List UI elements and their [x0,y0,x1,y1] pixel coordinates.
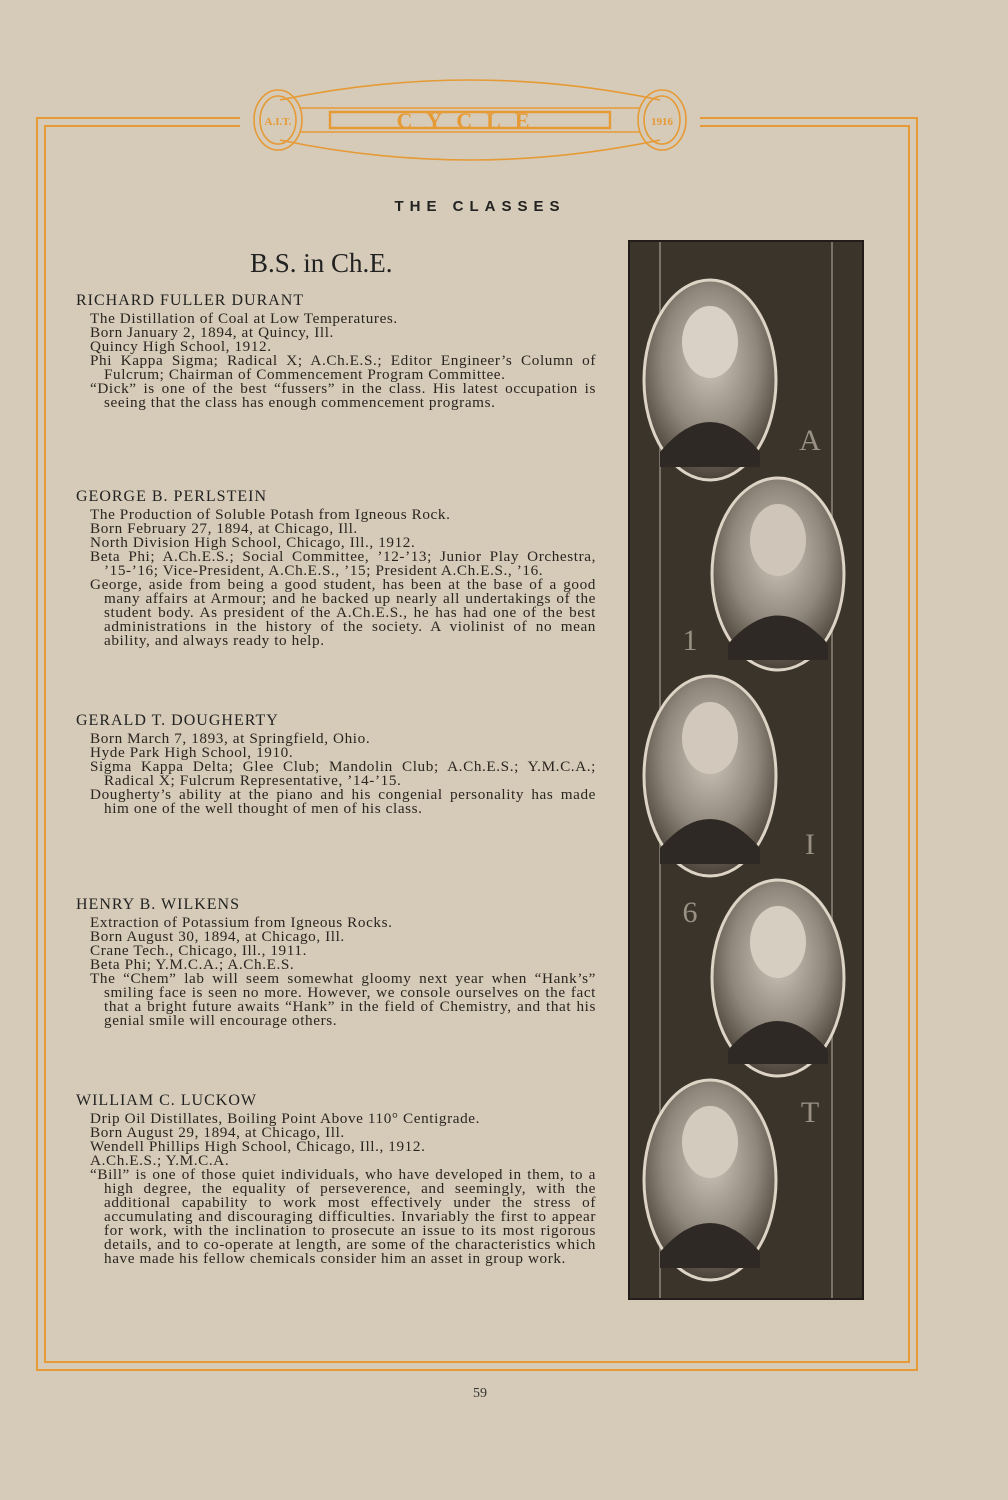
entry-name: HENRY B. WILKENS [76,896,240,913]
entry-wilkens [76,896,596,1028]
entry-birth: Born February 27, 1894, at Chicago, Ill. [90,520,358,537]
entry-durant [76,292,596,410]
entry-thesis: Extraction of Potassium from Igneous Rocks. [90,914,393,931]
entry-activities: Sigma Kappa Delta; Glee Club; Mandolin Club; A.Ch.E.S.; Y.M.C.A.; Radical X; Fulcrum Representative, ’14-’15. [90,758,596,789]
banner-left-mark: A.I.T. [264,116,292,128]
entry-school: Crane Tech., Chicago, Ill., 1911. [90,942,307,959]
portrait-durant-face [682,306,738,378]
entry-name: RICHARD FULLER DURANT [76,292,305,309]
entry-name: GERALD T. DOUGHERTY [76,712,279,729]
strip-letter-1: A [799,424,821,457]
entry-birth: Born August 29, 1894, at Chicago, Ill. [90,1124,345,1141]
entry-luckow [76,1092,596,1266]
entry-birth: Born March 7, 1893, at Springfield, Ohio. [90,730,371,747]
entry-activities: Phi Kappa Sigma; Radical X; A.Ch.E.S.; Editor Engineer’s Column of Fulcrum; Chairman of Commencement Program Committee. [90,352,596,383]
banner-right-mark: 1916 [651,116,673,128]
portrait-wilkens-face [750,906,806,978]
page-number: 59 [473,1386,487,1401]
entry-dougherty [76,712,596,816]
entry-thesis: Drip Oil Distillates, Boiling Point Above 110° Centigrade. [90,1110,481,1127]
entry-description: The “Chem” lab will seem somewhat gloomy next year when “Hank’s” smiling face is seen no more. However, we console ourselves on the fact that a bright future awaits “Hank” in the field of Chemistry, and that his genial smile will encourage others. [90,970,596,1029]
entry-description: “Bill” is one of those quiet individuals, who have developed in them, to a high degree, the equality of perseverence, and seemingly, with the additional capability to work most effectively under the stress of accumulating and discouraging difficulties. Invariably the first to appear for work, with the inclination to prosecute an issue to its most rigorous details, and to co-operate at length, are some of the characteristics which have made his fellow chemicals consider him an asset in group work. [90,1166,596,1267]
entry-birth: Born January 2, 1894, at Quincy, Ill. [90,324,334,341]
portrait-dougherty-face [682,702,738,774]
banner-title: CYCLE [396,108,544,133]
portrait-perlstein-face [750,504,806,576]
entry-perlstein [76,488,596,648]
entry-description: “Dick” is one of the best “fussers” in the class. His latest occupation is seeing that the class has enough commencement programs. [90,380,596,411]
entry-name: GEORGE B. PERLSTEIN [76,488,267,505]
entry-activities: Beta Phi; Y.M.C.A.; A.Ch.E.S. [90,956,295,973]
entry-thesis: The Production of Soluble Potash from Igneous Rock. [90,506,451,523]
entry-activities: Beta Phi; A.Ch.E.S.; Social Committee, ’12-’13; Junior Play Orchestra, ’15-’16; Vice-President, A.Ch.E.S., ’15; President A.Ch.E.S., ’16. [90,548,596,579]
entry-school: North Division High School, Chicago, Ill., 1912. [90,534,416,551]
section-heading: B.S. in Ch.E. [250,248,393,278]
entry-activities: A.Ch.E.S.; Y.M.C.A. [90,1152,230,1169]
strip-letter-4: 6 [682,896,698,929]
strip-letter-3: I [805,828,815,861]
entry-birth: Born August 30, 1894, at Chicago, Ill. [90,928,345,945]
cycle-banner [240,70,700,170]
strip-letter-5: T [800,1096,820,1129]
entry-name: WILLIAM C. LUCKOW [76,1092,257,1109]
strip-letter-2: 1 [682,624,698,657]
portrait-luckow-face [682,1106,738,1178]
entry-description: Dougherty’s ability at the piano and his congenial personality has made him one of the well thought of men of his class. [90,786,596,817]
entry-school: Hyde Park High School, 1910. [90,744,294,761]
entry-school: Quincy High School, 1912. [90,338,272,355]
portrait-strip [628,240,864,1300]
page-header: THE CLASSES [394,198,566,215]
entry-thesis: The Distillation of Coal at Low Temperatures. [90,310,398,327]
portrait-strip-art [630,242,862,1298]
entry-description: George, aside from being a good student, has been at the base of a good many affairs at Armour; and he backed up nearly all undertakings of the student body. As president of the A.Ch.E.S., he has had one of the best administrations in the history of the society. A violinist of no mean ability, and always ready to help. [90,576,596,649]
banner-ornament [240,70,700,170]
entry-school: Wendell Phillips High School, Chicago, Ill., 1912. [90,1138,426,1155]
